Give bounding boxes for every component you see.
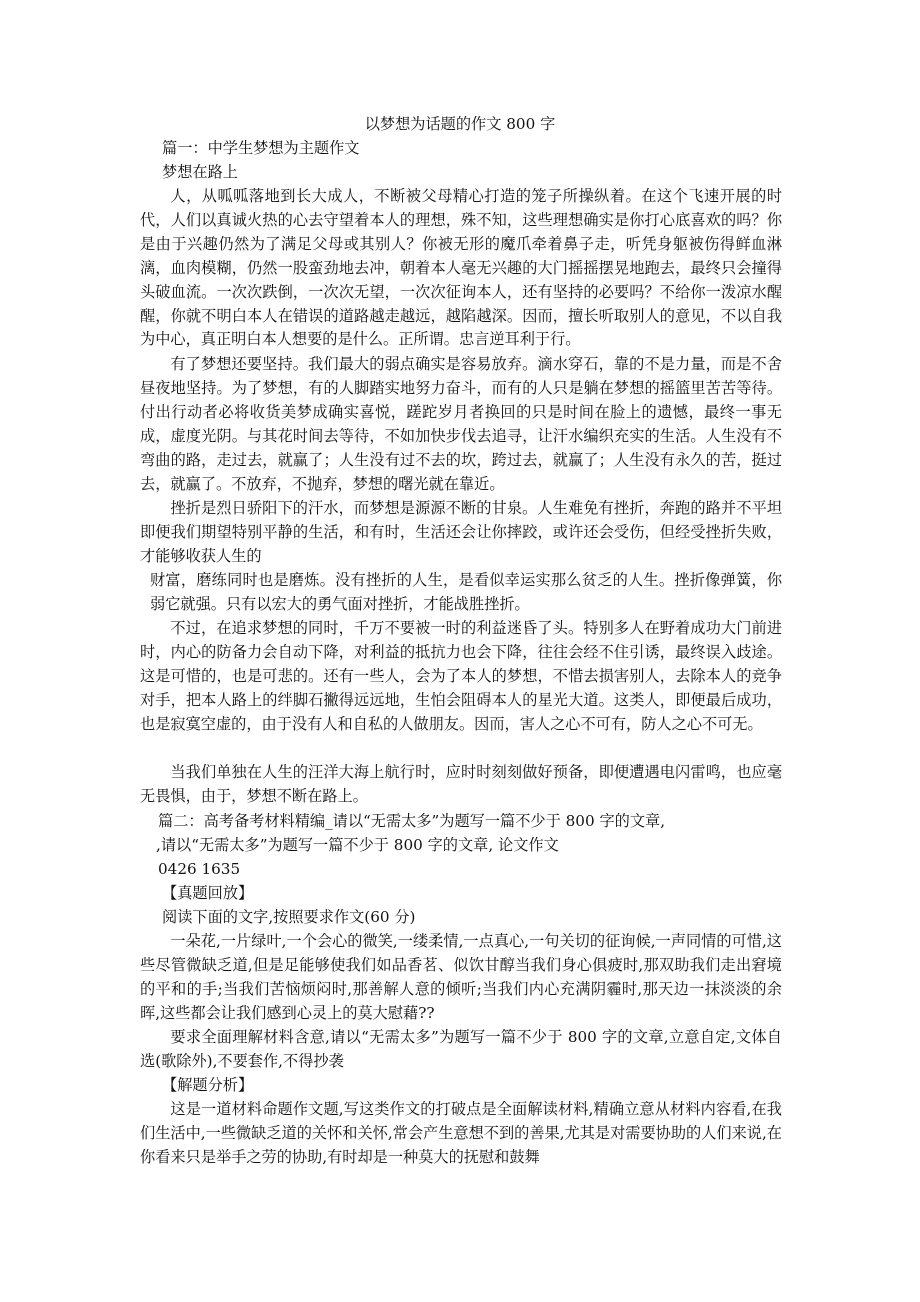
part2-heading: 篇二：高考备考材料精编_请以“无需太多”为题写一篇不少于 800 字的文章, xyxy=(158,812,666,830)
part2-analysis: 这是一道材料命题作文题,写这类作文的打破点是全面解读材料,精确立意从材料内容看,在我们生活中,一些微缺乏道的关怀和关怀,常会产生意想不到的善果,尤其是对需要协助的人们来说,在你看来只是举手之劳的协助,有时却是一种莫大的抚慰和鼓舞 xyxy=(140,1100,782,1166)
part1-paragraph-3-continued: 财富，磨练同时也是磨炼。没有挫折的人生，是看似幸运实那么贫乏的人生。挫折像弹簧，你弱它就强。只有以宏大的勇气面对挫折，才能战胜挫折。 xyxy=(150,571,782,613)
part1-paragraph-3: 挫折是烈日骄阳下的汗水，而梦想是源源不断的甘泉。人生难免有挫折，奔跑的路并不平坦即便我们期望特别平静的生活，和有时，生活还会让你摔跤，或许还会受伤，但经受挫折失败，才能够收获人生的 xyxy=(140,499,782,565)
part2-subheading: ,请以“无需太多”为题写一篇不少于 800 字的文章, 论文作文 xyxy=(156,836,559,854)
part2-requirement: 要求全面理解材料含意,请以“无需太多”为题写一篇不少于 800 字的文章,立意自定,文体自选(歌除外),不要套作,不得抄袭 xyxy=(140,1028,782,1070)
part1-paragraph-2: 有了梦想还要坚持。我们最大的弱点确实是容易放弃。滴水穿石，靠的不是力量，而是不舍昼夜地坚持。为了梦想，有的人脚踏实地努力奋斗，而有的人只是躺在梦想的摇篮里苦苦等待。付出行动者必将收货美梦成确实喜悦，蹉跎岁月者换回的只是时间在脸上的遗憾，最终一事无成，虚度光阴。与其花时间去等待，不如加快步伐去追寻，让汗水编织充实的生活。人生没有不弯曲的路，走过去，就赢了；人生没有过不去的坎，跨过去，就赢了；人生没有永久的苦，挺过去，就赢了。不放弃，不抛弃，梦想的曙光就在靠近。 xyxy=(140,355,782,493)
part1-paragraph-5: 当我们单独在人生的汪洋大海上航行时，应时时刻刻做好预备，即便遭遇电闪雷鸣，也应毫无畏惧，由于，梦想不断在路上。 xyxy=(140,763,782,805)
part1-paragraph-4: 不过，在追求梦想的同时，千万不要被一时的利益迷昏了头。特别多人在野着成功大门前进时，内心的防备力会自动下降，对利益的抵抗力也会下降，往往会经不住引诱，最终误入歧途。这是可惜的，也是可悲的。还有一些人，会为了本人的梦想，不惜去损害别人，去除本人的竞争对手，把本人路上的绊脚石撇得远远地，生怕会阻碍本人的星光大道。这类人，即便最后成功，也是寂寞空虚的，由于没有人和自私的人做朋友。因而，害人之心不可有，防人之心不可无。 xyxy=(140,619,782,733)
part2-material: 一朵花,一片绿叶,一个会心的微笑,一缕柔情,一点真心,一句关切的征询候,一声同情的可惜,这些尽管微缺乏道,但是足能够使我们如品香茗、似饮甘醇当我们身心俱疲时,那双助我们走出窘境的平和的手;当我们苦恼烦闷时,那善解人意的倾听;当我们内心充满阴霾时,那天边一抹淡淡的余晖,这些都会让我们感到心灵上的莫大慰藉?? xyxy=(140,932,782,1022)
part1-paragraph-1: 人，从呱呱落地到长大成人，不断被父母精心打造的笼子所操纵着。在这个飞速开展的时代，人们以真诚火热的心去守望着本人的理想，殊不知，这些理想确实是你打心底喜欢的吗？你是由于兴趣仍然为了满足父母或其别人？你被无形的魔爪牵着鼻子走，听凭身躯被伤得鲜血淋漓，血肉模糊，仍然一股蛮劲地去冲，朝着本人毫无兴趣的大门摇摇摆晃地跑去，最终只会撞得头破血流。一次次跌倒，一次次无望，一次次征询本人，还有坚持的必要吗？不给你一泼凉水醒醒，你就不明白本人在错误的道路越走越远，越陷越深。因而，擅长听取别人的意见，不以自我为中心，真正明白本人想要的是什么。正所谓。忠言逆耳利于行。 xyxy=(140,187,782,349)
section-label-real-exam: 【真题回放】 xyxy=(162,884,254,902)
part2-instruction: 阅读下面的文字,按照要求作文(60 分) xyxy=(162,908,416,926)
part1-heading: 篇一：中学生梦想为主题作文 xyxy=(162,139,360,157)
document-title: 以梦想为话题的作文 800 字 xyxy=(364,115,556,133)
part2-code: 0426 1635 xyxy=(158,860,241,878)
section-label-analysis: 【解题分析】 xyxy=(162,1076,254,1094)
part1-subtitle: 梦想在路上 xyxy=(162,163,238,181)
